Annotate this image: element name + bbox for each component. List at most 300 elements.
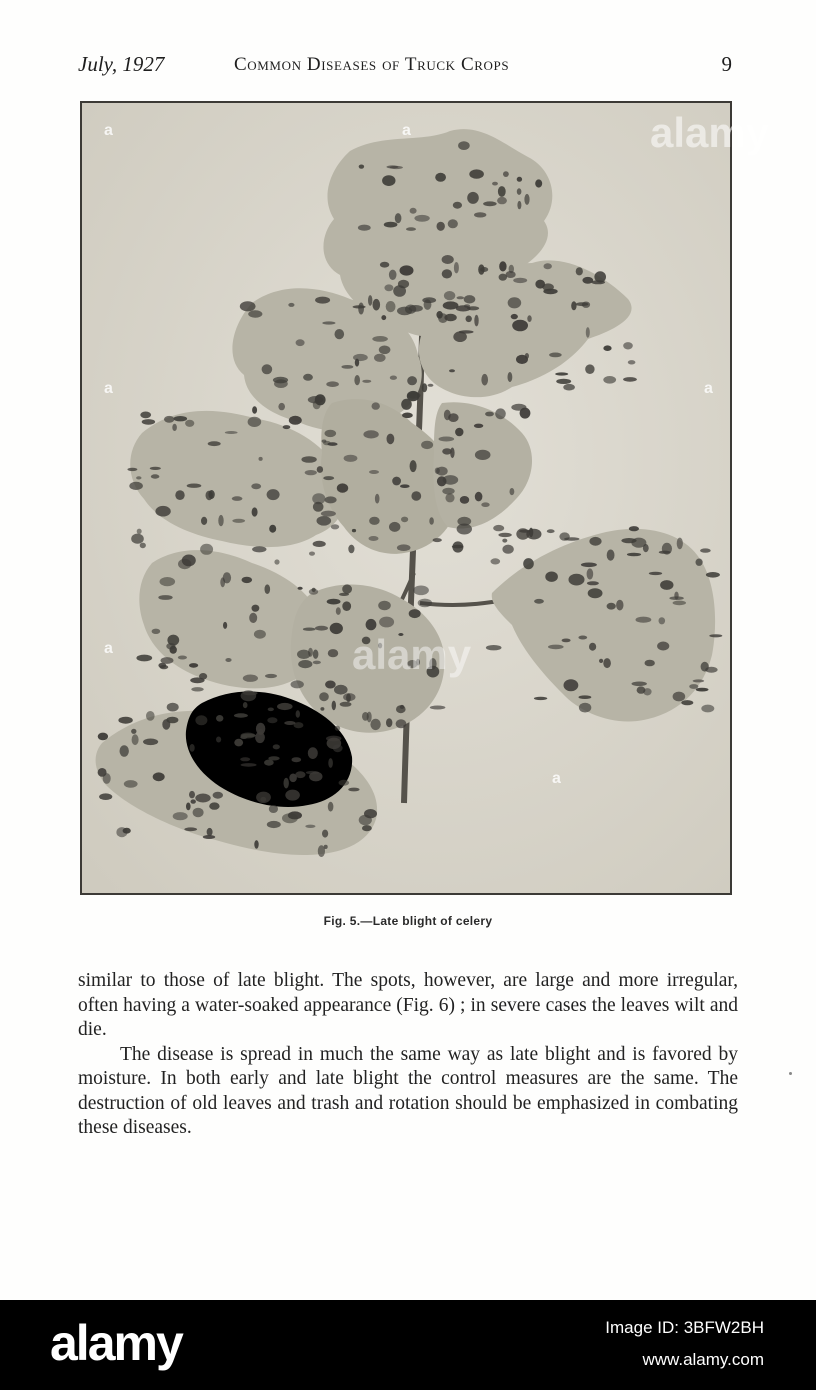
lesion-spot [312,588,316,592]
lesion-spot [454,262,459,273]
lesion-spot [355,359,359,367]
lesion-spot [321,511,336,517]
lesion-spot [581,563,597,568]
lesion-spot [277,703,293,710]
lesion-spot [267,821,281,828]
lesion-spot [564,679,579,691]
paragraph: The disease is spread in much the same way as late blight and is favored by moisture. In both early and late blight the control measures are the same. The destruction of old leaves and trash and rotation should be emphasized in combating these diseases. [78,1043,738,1138]
lesion-spot [190,744,195,752]
lesion-spot [444,291,455,300]
lesion-spot [366,619,377,630]
lesion-spot [669,596,683,600]
lesion-spot [511,314,518,319]
lesion-spot [289,416,302,425]
lesion-spot [273,744,280,749]
lesion-spot [258,729,264,735]
lesion-spot [354,375,360,385]
lesion-spot [285,790,300,801]
lesion-spot [373,299,381,311]
lesion-spot [207,828,213,836]
lesion-spot [124,780,138,788]
lesion-spot [241,733,256,739]
lesion-spot [326,736,341,742]
lesion-spot [251,483,261,489]
lesion-spot [392,477,401,486]
lesion-spot [587,568,594,579]
lesion-spot [364,809,377,818]
lesion-spot [603,376,616,384]
lesion-spot [158,595,172,600]
lesion-spot [150,467,161,470]
lesion-spot [208,441,221,446]
lesion-spot [517,201,521,209]
watermark-a-6: a [552,770,561,787]
lesion-spot [478,264,484,274]
lesion-spot [637,686,646,693]
lesion-spot [342,601,351,611]
lesion-spot [706,572,720,578]
lesion-spot [225,658,231,662]
lesion-spot [305,470,317,475]
lesion-spot [326,381,339,387]
lesion-spot [252,605,260,612]
lesion-spot [358,303,364,315]
lesion-spot [178,559,191,569]
lesion-spot [332,701,336,711]
lesion-spot [701,705,714,713]
lesion-spot [433,538,442,542]
lesion-spot [390,166,403,169]
lesion-spot [517,177,522,182]
lesion-spot [442,255,454,264]
lesion-spot [289,774,297,783]
lesion-spot [556,379,571,384]
lesion-spot [379,617,394,628]
lesion-spot [243,691,258,695]
lesion-spot [160,577,176,586]
lesion-spot [456,305,471,311]
figure-plate [80,101,770,895]
lesion-spot [240,301,256,311]
lesion-spot [324,845,328,849]
lesion-spot [191,799,196,803]
lesion-spot [249,613,257,623]
lesion-spot [418,599,432,608]
lesion-spot [315,297,330,304]
lesion-spot [673,692,686,702]
lesion-spot [569,574,585,586]
lesion-spot [579,695,592,699]
watermark-logo-center: alamy [352,631,472,678]
lesion-spot [396,719,407,728]
lesion-spot [254,630,266,639]
lesion-spot [325,496,337,503]
lesion-spot [382,175,395,186]
lesion-spot [298,587,303,590]
lesion-spot [200,544,213,555]
lesion-spot [98,733,108,741]
lesion-spot [563,384,575,391]
lesion-spot [268,708,274,712]
lesion-spot [256,792,271,803]
lesion-spot [216,715,223,722]
lesion-spot [534,599,544,604]
lesion-spot [308,747,318,759]
lesion-spot [502,545,513,554]
lesion-spot [195,715,207,725]
lesion-spot [460,496,469,504]
lesion-spot [545,572,558,582]
lesion-spot [444,314,456,322]
lesion-spot [284,721,295,725]
lesion-spot [659,617,666,624]
lesion-spot [136,476,141,479]
lesion-spot [328,758,333,768]
lesion-spot [616,600,623,611]
lesion-spot [623,342,633,349]
lesion-spot [380,262,389,268]
lesion-spot [402,413,413,419]
lesion-spot [353,354,368,361]
lesion-spot [578,636,587,640]
lesion-spot [400,705,405,709]
lesion-spot [503,171,509,177]
lesion-spot [513,278,527,283]
lesion-spot [174,416,188,421]
lesion-spot [700,548,711,552]
lesion-spot [467,192,479,204]
stray-mark [789,1072,792,1075]
lesion-spot [562,639,571,643]
lesion-spot [389,522,400,532]
lesion-spot [491,558,501,564]
lesion-spot [252,546,266,552]
lesion-spot [696,688,709,692]
lesion-spot [516,528,529,539]
lesion-spot [411,491,421,501]
lesion-spot [339,780,350,786]
lesion-spot [278,403,285,410]
lesion-spot [335,726,340,731]
lesion-spot [118,717,132,724]
lesion-spot [524,194,529,205]
lesion-spot [389,270,397,280]
lesion-spot [430,706,446,710]
lesion-spot [359,165,364,169]
lesion-spot [232,496,243,501]
lesion-spot [499,261,506,271]
lesion-spot [292,757,302,762]
lesion-spot [242,577,253,583]
lesion-spot [498,533,511,537]
lesion-spot [155,506,170,517]
lesion-spot [195,794,210,803]
lesion-spot [449,369,455,372]
watermark-a-5: a [104,640,113,657]
lesion-spot [453,202,462,209]
lesion-spot [709,634,722,637]
lesion-spot [99,793,112,800]
lesion-spot [436,311,442,319]
lesion-spot [309,552,315,556]
lesion-spot [497,197,507,204]
watermark-a-1: a [104,122,113,139]
lesion-spot [406,227,416,231]
page-number: 9 [721,52,732,76]
lesion-spot [589,537,601,546]
lesion-spot [466,316,472,323]
lesion-spot [506,271,516,278]
lesion-spot [512,320,528,332]
lesion-spot [414,215,429,222]
lesion-spot [594,271,606,282]
lesion-spot [313,541,326,547]
lesion-spot [450,448,454,459]
lesion-spot [459,330,474,333]
lesion-spot [378,601,391,610]
lesion-spot [657,642,669,651]
lesion-spot [267,489,280,500]
lesion-spot [458,141,470,150]
paragraph: similar to those of late blight. The spots, however, are large and more irregular, often having a water-soaked appearance (Fig. 6) ; in severe cases the leaves wilt and die. [78,970,738,1040]
lesion-spot [327,599,341,605]
lesion-spot [474,212,486,217]
publication-date: July, 1927 [78,52,165,76]
lesion-spot [265,674,277,678]
lesion-spot [331,524,339,529]
watermark-logo-top: alamy [650,109,770,156]
lesion-spot [395,213,402,223]
lesion-spot [548,645,564,650]
stock-watermark-bar [0,1300,816,1390]
lesion-spot [322,830,328,838]
lesion-spot [186,803,191,811]
lesion-spot [283,425,291,429]
lesion-spot [452,545,464,549]
lesion-spot [474,424,483,428]
lesion-spot [301,456,316,463]
lesion-spot [327,442,337,446]
lesion-spot [517,188,522,195]
lesion-spot [481,502,489,507]
lesion-spot [223,622,227,629]
lesion-spot [143,739,158,746]
lesion-spot [234,739,243,747]
lesion-spot [455,428,463,437]
running-head [78,52,738,82]
lesion-spot [267,717,277,723]
lesion-spot [137,529,142,534]
lesion-spot [367,712,372,723]
lesion-spot [457,517,471,526]
lesion-spot [696,559,703,566]
lesion-spot [264,760,274,766]
lesion-spot [632,682,647,687]
running-title: Common Diseases of Truck Crops [234,54,510,75]
lesion-spot [151,474,160,478]
lesion-spot [662,543,672,555]
lesion-spot [582,277,593,284]
lesion-spot [701,662,709,672]
lesion-spot [508,297,522,308]
lesion-spot [677,538,683,550]
lesion-spot [243,675,258,682]
lesion-spot [369,517,380,525]
lesion-spot [132,734,139,745]
lesion-spot [649,572,662,575]
lesion-spot [346,694,351,703]
lesion-spot [621,538,636,543]
stock-site-url: www.alamy.com [642,1350,764,1369]
lesion-spot [469,169,484,178]
lesion-spot [337,483,348,492]
lesion-spot [369,470,379,474]
lesion-spot [474,315,478,327]
lesion-spot [184,827,197,831]
lesion-spot [372,336,388,342]
lesion-spot [319,692,329,701]
lesion-spot [582,302,590,308]
lesion-spot [627,553,641,556]
image-id: Image ID: 3BFW2BH [605,1318,764,1337]
lesion-spot [384,222,398,228]
lesion-spot [510,488,515,495]
lesion-spot [368,295,372,306]
lesion-spot [435,468,440,474]
lesion-spot [629,526,639,531]
lesion-spot [429,517,434,525]
lesion-spot [628,360,636,364]
lesion-spot [284,778,289,789]
lesion-spot [167,635,179,646]
lesion-spot [131,534,144,544]
lesion-spot [424,299,432,310]
lesion-spot [305,825,315,828]
lesion-spot [384,284,393,291]
lesion-spot [166,717,178,724]
lesion-spot [571,301,576,310]
lesion-spot [265,584,271,594]
lesion-spot [164,416,174,423]
lesion-spot [370,719,380,730]
lesion-spot [386,718,392,727]
lesion-spot [187,484,202,488]
lesion-spot [381,315,386,320]
lesion-spot [116,827,127,837]
lesion-spot [422,383,427,392]
lesion-spot [544,263,552,269]
lesion-spot [407,376,417,385]
lesion-spot [492,182,498,186]
lesion-spot [140,412,151,419]
lesion-spot [693,679,705,682]
lesion-spot [315,626,328,631]
lesion-spot [362,825,372,831]
lesion-spot [508,372,513,382]
lesion-spot [401,517,408,523]
lesion-spot [333,744,343,752]
lesion-spot [535,179,542,187]
lesion-spot [527,315,531,322]
figure-caption: Fig. 5.—Late blight of celery [323,914,493,928]
lesion-spot [400,265,414,275]
lesion-spot [142,419,155,425]
lesion-spot [603,345,611,351]
lesion-spot [336,607,341,615]
lesion-spot [362,380,371,383]
lesion-spot [328,649,338,657]
lesion-spot [498,186,506,197]
lesion-spot [483,201,497,206]
lesion-spot [586,327,590,338]
lesion-spot [587,581,599,585]
lesion-spot [397,544,411,551]
lesion-spot [543,289,557,295]
lesion-spot [325,430,337,437]
lesion-spot [262,364,273,374]
lesion-spot [555,372,568,375]
lesion-spot [339,593,349,596]
lesion-spot [576,267,583,275]
lesion-spot [405,305,416,314]
celery-leaf-photo [82,103,770,893]
lesion-spot [317,466,323,473]
lesion-spot [120,745,129,757]
lesion-spot [623,377,637,382]
lesion-spot [172,424,177,431]
lesion-spot [225,431,238,434]
lesion-spot [296,710,300,718]
lesion-spot [390,376,397,380]
lesion-spot [208,490,214,499]
lesion-spot [191,687,203,691]
lesion-spot [409,609,421,618]
lesion-spot [607,603,616,610]
lesion-spot [435,173,446,182]
lesion-spot [296,339,305,346]
lesion-spot [363,430,378,438]
lesion-spot [495,408,506,419]
lesion-spot [127,468,137,471]
lesion-spot [352,529,356,532]
lesion-spot [241,763,257,767]
lesion-spot [372,402,380,409]
lesion-spot [274,379,288,388]
lesion-spot [475,450,491,460]
lesion-spot [379,346,391,355]
lesion-spot [437,222,445,231]
lesion-spot [636,617,652,623]
lesion-spot [309,772,322,782]
lesion-spot [348,545,354,554]
lesion-spot [158,663,166,668]
lesion-spot [298,660,312,668]
lesion-spot [291,680,304,688]
lesion-spot [502,539,507,543]
lesion-spot [407,392,420,398]
lesion-spot [146,711,155,721]
lesion-spot [375,494,380,504]
lesion-spot [213,792,223,799]
lesion-spot [234,713,248,717]
lesion-spot [173,812,188,820]
lesion-spot [330,623,343,634]
lesion-spot [341,365,353,369]
lesion-spot [673,601,686,606]
lesion-spot [175,490,184,500]
lesion-spot [393,285,406,297]
lesion-spot [189,663,198,668]
